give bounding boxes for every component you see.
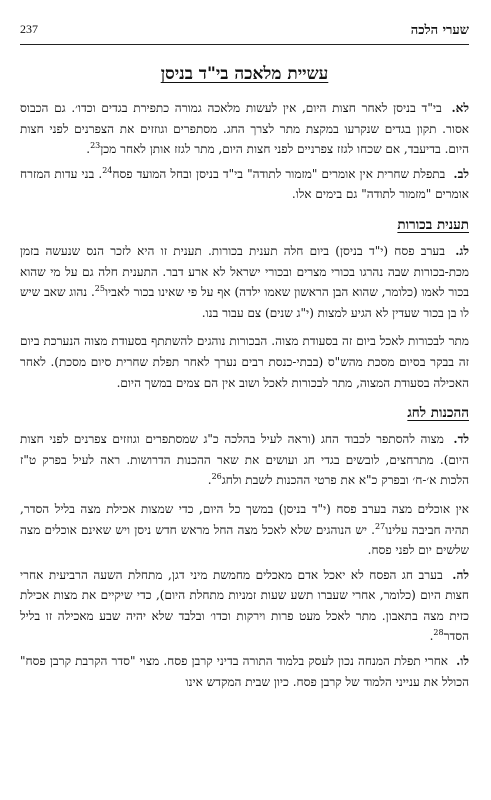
halacha-31: לא. בי"ד בניסן לאחר חצות היום, אין לעשות מלאכה גמורה כתפירת בגדים וכדו׳. גם הכבוס אסור. תקון בגדים שנקרעו במקצת מתר לצרך החג. מסתפרים וגוזזים את הצפרנים לפני חצות היום. בדיעבד, אם שכחו לגזז צפרניים לפני חצות היום, מתר לגזז אותן לאחר מכן$^{23}$. [20, 101, 469, 157]
paragraph-text: מצוה להסתפר לכבוד החג (וראה לעיל בהלכה כ"ג שמסתפרים וגוזזים צפרנים לפני חצות היום). מתרחצים, לובשים בגדי חג ועושים את שאר ההכנות הדרושות. ראה לעיל בפרק ט"ז הלכות א׳-ח׳ ובפרק כ"א את פרטי ההכנות לשבת ולחג [20, 432, 469, 488]
footnote-ref: 24 [102, 165, 113, 175]
paragraph-text: אחרי תפלת המנחה נכון לעסק בלמוד התורה בדיני קרבן פסח. מצוי "סדר הקרבת קרבן פסח" הכולל את ענייני הלמוד של קרבן פסח. כיון שבית המקדש אינו [20, 654, 469, 689]
chapter-title: עשיית מלאכה בי"ד בניסן [160, 64, 329, 84]
section-title-fast-of-firstborn: תענית בכורות [397, 216, 469, 233]
paragraph-label: לה. [452, 567, 469, 582]
paragraph-label: לג. [455, 243, 469, 258]
halacha-33-cont [20, 331, 469, 393]
paragraph-text-cont: . יש הנוהגים שלא לאכל מצה החל מראש חדש ניסן ויש שאינם אוכלים מצה שלשים יום לפני פסח. [20, 522, 469, 558]
footnote-ref: 27 [375, 521, 386, 531]
paragraph-text-cont: . נהוג שאב שיש לו בן בכור שעדין לא הגיע למצות (י"ג שנים) צם עבור בנו. [20, 285, 469, 320]
paragraph-text: בערב חג הפסח לא יאכל אדם מאכלים מחמשת מיני דגן, מתחלת השעה הרביעית אחרי חצות היום (כלומר, אחרי שעברו תשע שעות זמניות מתחלת היום), כדי שיקיים את מצות אכילת כזית מצה בתאבון. מתר לאכל מעט פרות וירקות וכדו׳ ובלבד שלא יהיה שבע מאכילה זו בליל הסדר [20, 567, 469, 644]
paragraph-label: לא. [451, 101, 469, 115]
halacha-36 [20, 651, 469, 692]
page-number: 237 [20, 22, 38, 36]
running-header [20, 22, 469, 45]
halacha-35: לה. בערב חג הפסח לא יאכל אדם מאכלים מחמשת מיני דגן, מתחלת השעה הרביעית אחרי חצות היום (כלומר, אחרי שעברו תשע שעות זמניות מתחלת היום), כדי שיקיים את מצות אכילת כזית מצה בתאבון. מתר לאכל מעט פרות וירקות וכדו׳ ובלבד שלא יהיה שבע מאכילה זו בליל הסדר$^{28}$. [20, 567, 469, 644]
paragraph-label: לד. [453, 432, 469, 447]
halacha-33 [20, 241, 469, 323]
halacha-34-cont [20, 499, 469, 561]
paragraph-text: אין אוכלים מצה בערב פסח (י"ד בניסן) במשך כל היום, כדי שמצות אכילת מצה בליל הסדר, תהיה חביבה עלינו [20, 501, 470, 537]
halacha-32 [20, 164, 469, 205]
halacha-34: לד. מצוה להסתפר לכבוד החג (וראה לעיל בהלכה כ"ג שמסתפרים וגוזזים צפרנים לפני חצות היום). מתרחצים, לובשים בגדי חג ועושים את שאר ההכנות הדרושות. ראה לעיל בפרק ט"ז הלכות א׳-ח׳ ובפרק כ"א את פרטי ההכנות לשבת ולחג$^{26}$. [20, 432, 469, 488]
page-content [20, 60, 469, 696]
footnote-ref: 25 [94, 284, 105, 294]
running-title: שערי הלכה [410, 23, 469, 38]
section-title-holiday-preparations: ההכנות לחג [407, 405, 469, 422]
paragraph-text: מתר לבכורות לאכל ביום זה בסעודת מצוה. הבכורות נוהגים להשתתף בסעודת מצוה הנערכת ביום זה בבקר בסיום מסכת מהש"ס (בבתי-כנסת רבים נערך לאחר תפלת שחרית סיום מסכת). לאחר האכילה בסעודת המצוה, מתר לבכורות לאכל ושוב אין הם צמים במשך היום. [20, 334, 469, 390]
paragraph-text: בי"ד בניסן לאחר חצות היום, אין לעשות מלאכה גמורה כתפירת בגדים וכדו׳. גם הכבוס אסור. תקון בגדים שנקרעו במקצת מתר לצרך החג. מסתפרים וגוזזים את הצפרנים לפני חצות היום. בדיעבד, אם שכחו לגזז צפרניים לפני חצות היום, מתר לגזז אותן לאחר מכן [20, 101, 469, 157]
footnote-ref: 26 [211, 472, 222, 482]
paragraph-text-cont: . בני עדות המזרח אומרים "מזמור לתודה" גם בימים אלו. [20, 166, 469, 202]
paragraph-label: לו. [456, 654, 469, 669]
footnote-ref: 28 [433, 628, 444, 638]
paragraph-label: לב. [453, 166, 469, 181]
paragraph-text: בערב פסח (י"ד בניסן) ביום חלה תענית בכורות. תענית זו היא לזכר הנס שנעשה בזמן מכת-בכורות שבה נהרגו בכורי מצרים ובכורי ישראל לא ארע דבר. התענית חלה גם על מי שהוא בכור לאמו (כלומר, שהוא הבן הראשון שאמו ילדה) אף על פי שאינו בכור לאביו [20, 243, 469, 300]
paragraph-text: בתפלת שחרית אין אומרים "מזמור לתודה" בי"ד בניסן ובחל המועד פסח [112, 166, 446, 181]
footnote-ref: 23 [90, 141, 101, 151]
